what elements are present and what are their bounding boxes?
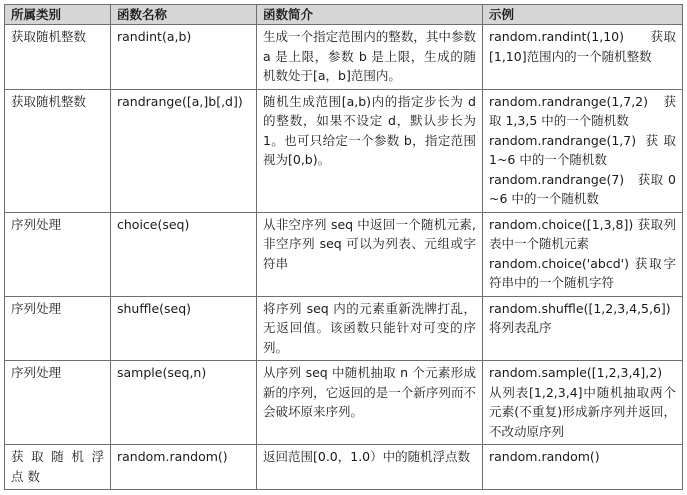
- table-row: [5, 89, 683, 212]
- example-line: random.choice('abcd') 获取字符串中的一个随机字符: [489, 255, 676, 290]
- table-row: [5, 212, 683, 296]
- cell-example: [483, 89, 683, 212]
- table-row: [5, 296, 683, 361]
- cell-category: 序列处理: [5, 212, 111, 296]
- header-description: 函数简介: [257, 5, 483, 25]
- cell-function-name: sample(seq,n): [111, 361, 257, 445]
- header-row: [5, 5, 683, 25]
- cell-function-name: randint(a,b): [111, 25, 257, 90]
- example-line: random.randrange(7) 获取 0~6 中的一个随机数: [489, 171, 676, 206]
- cell-description: 随机生成范围[a,b)内的指定步长为 d 的整数，如果不设定 d，默认步长为 1。也可只给定一个参数 b，指定范围视为[0,b)。: [257, 89, 483, 212]
- cell-function-name: choice(seq): [111, 212, 257, 296]
- cell-example: [483, 25, 683, 90]
- cell-description: 从非空序列 seq 中返回一个随机元素,非空序列 seq 可以为列表、元组或字符串: [257, 212, 483, 296]
- cell-example: [483, 445, 683, 490]
- table-row: [5, 25, 683, 90]
- cell-description: 生成一个指定范围内的整数，其中参数 a 是上限，参数 b 是上限，生成的随机数处于[a，b]范围内。: [257, 25, 483, 90]
- table-body: [5, 25, 683, 490]
- cell-function-name: randrange([a,]b[,d]): [111, 89, 257, 212]
- example-line: random.randint(1,10) 获取[1,10]范围内的一个随机整数: [489, 29, 676, 64]
- example-line: random.shuffle([1,2,3,4,5,6]) 将列表乱序: [489, 300, 671, 335]
- header-category: 所属类别: [5, 5, 111, 25]
- cell-category: 获 取 随 机 浮 点 数: [5, 445, 111, 490]
- cell-category: 获取随机整数: [5, 89, 111, 212]
- cell-category: 序列处理: [5, 296, 111, 361]
- cell-description: 返回范围[0.0，1.0）中的随机浮点数: [257, 445, 483, 490]
- cell-example: [483, 212, 683, 296]
- table-header: [5, 5, 683, 25]
- cell-example: [483, 296, 683, 361]
- cell-function-name: random.random(): [111, 445, 257, 490]
- cell-category: 获取随机整数: [5, 25, 111, 90]
- cell-description: 将序列 seq 内的元素重新洗牌打乱，无返回值。该函数只能针对可变的序列。: [257, 296, 483, 361]
- table-row: [5, 445, 683, 490]
- cell-function-name: shuffle(seq): [111, 296, 257, 361]
- random-functions-table: [4, 4, 683, 490]
- example-line: random.randrange(1,7) 获取 1~6 中的一个随机数: [489, 132, 676, 167]
- cell-category: 序列处理: [5, 361, 111, 445]
- header-example: 示例: [483, 5, 683, 25]
- example-line: random.randrange(1,7,2) 获取 1,3,5 中的一个随机数: [489, 93, 676, 128]
- example-line: random.choice([1,3,8]) 获取列表中一个随机元素: [489, 216, 676, 251]
- header-function-name: 函数名称: [111, 5, 257, 25]
- cell-description: 从序列 seq 中随机抽取 n 个元素形成新的序列，它返回的是一个新序列而不会破坏原来序列。: [257, 361, 483, 445]
- example-line: random.random(): [489, 449, 600, 464]
- example-line: random.sample([1,2,3,4],2) 从列表[1,2,3,4]中随机抽取两个元素(不重复)形成新序列并返回，不改动原序列: [489, 365, 676, 439]
- cell-example: [483, 361, 683, 445]
- table-row: [5, 361, 683, 445]
